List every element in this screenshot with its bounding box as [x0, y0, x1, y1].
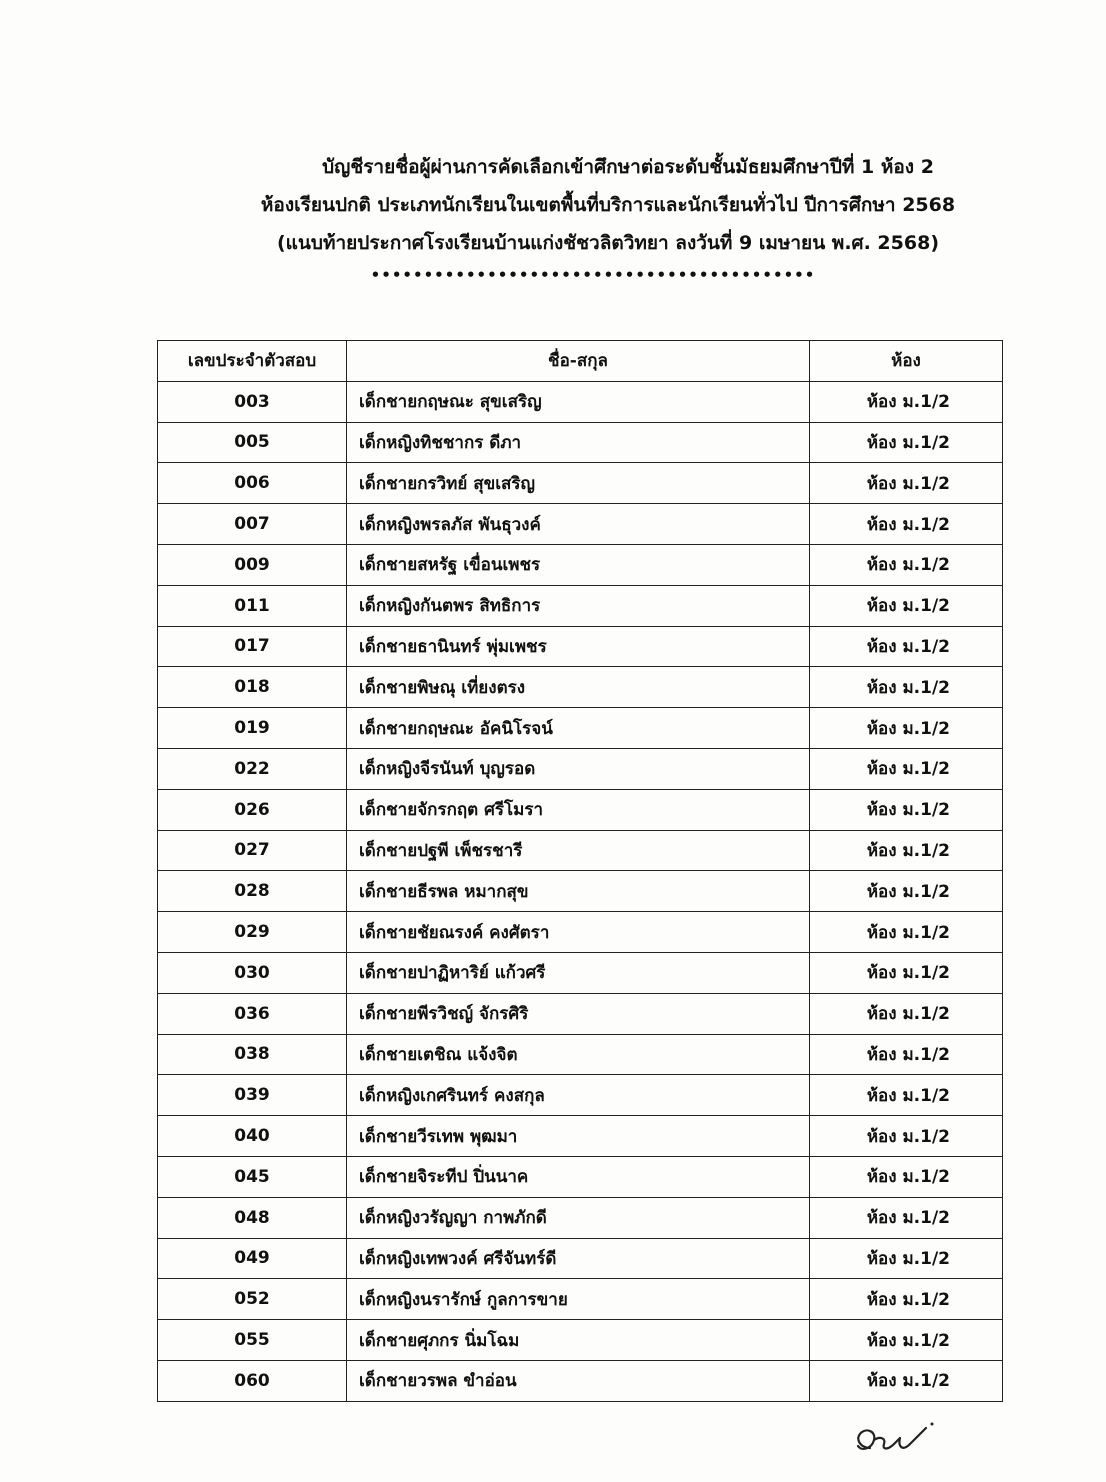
student-name-cell: เด็กชายจิระทีป ปิ่นนาค: [347, 1156, 810, 1197]
student-name-cell: เด็กหญิงจีรนันท์ บุญรอด: [347, 748, 810, 789]
header-full-name: ชื่อ-สกุล: [347, 341, 810, 382]
room-cell: ห้อง ม.1/2: [810, 1360, 1003, 1401]
room-cell: ห้อง ม.1/2: [810, 585, 1003, 626]
table-row: [158, 422, 1003, 463]
room-cell: ห้อง ม.1/2: [810, 830, 1003, 871]
table-row: [158, 504, 1003, 545]
exam-id-cell: 017: [158, 626, 347, 667]
exam-id-cell: 022: [158, 748, 347, 789]
table-row: [158, 1197, 1003, 1238]
exam-id-cell: 055: [158, 1320, 347, 1361]
exam-id-cell: 030: [158, 952, 347, 993]
handwritten-signature: [848, 1418, 938, 1462]
table-row: [158, 952, 1003, 993]
exam-id-cell: 029: [158, 912, 347, 953]
student-name-cell: เด็กชายศุภกร นิ่มโฉม: [347, 1320, 810, 1361]
table-row: [158, 912, 1003, 953]
exam-id-cell: 048: [158, 1197, 347, 1238]
exam-id-cell: 027: [158, 830, 347, 871]
table-row: [158, 1279, 1003, 1320]
exam-id-cell: 052: [158, 1279, 347, 1320]
document-header: [0, 148, 1106, 288]
table-row: [158, 993, 1003, 1034]
room-cell: ห้อง ม.1/2: [810, 422, 1003, 463]
room-cell: ห้อง ม.1/2: [810, 993, 1003, 1034]
table-header-row: [158, 341, 1003, 382]
exam-id-cell: 039: [158, 1075, 347, 1116]
student-name-cell: เด็กชายวีรเทพ พุฒมา: [347, 1116, 810, 1157]
room-cell: ห้อง ม.1/2: [810, 667, 1003, 708]
table-row: [158, 381, 1003, 422]
student-name-cell: เด็กชายปฐพี เพ็ชรชารี: [347, 830, 810, 871]
student-name-cell: เด็กหญิงกันตพร สิทธิการ: [347, 585, 810, 626]
room-cell: ห้อง ม.1/2: [810, 789, 1003, 830]
table-row: [158, 667, 1003, 708]
exam-id-cell: 040: [158, 1116, 347, 1157]
exam-id-cell: 003: [158, 381, 347, 422]
table-row: [158, 1360, 1003, 1401]
exam-id-cell: 005: [158, 422, 347, 463]
exam-id-cell: 036: [158, 993, 347, 1034]
student-name-cell: เด็กชายเตชิณ แจ้งจิต: [347, 1034, 810, 1075]
exam-id-cell: 049: [158, 1238, 347, 1279]
room-cell: ห้อง ม.1/2: [810, 1116, 1003, 1157]
exam-id-cell: 045: [158, 1156, 347, 1197]
exam-id-cell: 028: [158, 871, 347, 912]
table-row: [158, 789, 1003, 830]
table-row: [158, 871, 1003, 912]
room-cell: ห้อง ม.1/2: [810, 1238, 1003, 1279]
exam-id-cell: 011: [158, 585, 347, 626]
exam-id-cell: 006: [158, 463, 347, 504]
student-name-cell: เด็กหญิงนรารักษ์ กูลการขาย: [347, 1279, 810, 1320]
table-row: [158, 1034, 1003, 1075]
table-row: [158, 1075, 1003, 1116]
header-room: ห้อง: [810, 341, 1003, 382]
dotted-separator: ••••••••••••••••••••••••••••••••••••••••••: [370, 266, 816, 284]
title-line-3: (แนบท้ายประกาศโรงเรียนบ้านแก่งชัชวลิตวิทยา ลงวันที่ 9 เมษายน พ.ศ. 2568): [276, 232, 939, 254]
student-name-cell: เด็กชายกฤษณะ อัคนิโรจน์: [347, 708, 810, 749]
room-cell: ห้อง ม.1/2: [810, 1075, 1003, 1116]
student-name-cell: เด็กชายกฤษณะ สุขเสริญ: [347, 381, 810, 422]
student-name-cell: เด็กชายพีรวิชญ์ จักรศิริ: [347, 993, 810, 1034]
student-name-cell: เด็กหญิงวรัญญา กาพภักดี: [347, 1197, 810, 1238]
room-cell: ห้อง ม.1/2: [810, 463, 1003, 504]
student-name-cell: เด็กหญิงเกศรินทร์ คงสกุล: [347, 1075, 810, 1116]
room-cell: ห้อง ม.1/2: [810, 544, 1003, 585]
student-name-cell: เด็กชายกรวิทย์ สุขเสริญ: [347, 463, 810, 504]
exam-id-cell: 009: [158, 544, 347, 585]
student-name-cell: เด็กชายจักรกฤต ศรีโมรา: [347, 789, 810, 830]
student-name-cell: เด็กหญิงเทพวงค์ ศรีจันทร์ดี: [347, 1238, 810, 1279]
table-row: [158, 626, 1003, 667]
student-name-cell: เด็กชายพิษณุ เที่ยงตรง: [347, 667, 810, 708]
student-name-cell: เด็กชายสหรัฐ เขื่อนเพชร: [347, 544, 810, 585]
room-cell: ห้อง ม.1/2: [810, 1279, 1003, 1320]
exam-id-cell: 026: [158, 789, 347, 830]
room-cell: ห้อง ม.1/2: [810, 952, 1003, 993]
room-cell: ห้อง ม.1/2: [810, 871, 1003, 912]
exam-id-cell: 019: [158, 708, 347, 749]
table-row: [158, 1156, 1003, 1197]
room-cell: ห้อง ม.1/2: [810, 504, 1003, 545]
room-cell: ห้อง ม.1/2: [810, 1320, 1003, 1361]
student-name-cell: เด็กหญิงพรลภัส พันธุวงค์: [347, 504, 810, 545]
room-cell: ห้อง ม.1/2: [810, 1034, 1003, 1075]
room-cell: ห้อง ม.1/2: [810, 748, 1003, 789]
room-cell: ห้อง ม.1/2: [810, 626, 1003, 667]
room-cell: ห้อง ม.1/2: [810, 1197, 1003, 1238]
student-name-cell: เด็กชายชัยณรงค์ คงศัตรา: [347, 912, 810, 953]
student-name-cell: เด็กชายวรพล ขำอ่อน: [347, 1360, 810, 1401]
table-row: [158, 463, 1003, 504]
title-line-1: บัญชีรายชื่อผู้ผ่านการคัดเลือกเข้าศึกษาต่อระดับชั้นมัธยมศึกษาปีที่ 1 ห้อง 2: [322, 156, 934, 178]
header-exam-id: เลขประจำตัวสอบ: [158, 341, 347, 382]
title-line-2: ห้องเรียนปกติ ประเภทนักเรียนในเขตพื้นที่บริการและนักเรียนทั่วไป ปีการศึกษา 2568: [260, 194, 956, 216]
room-cell: ห้อง ม.1/2: [810, 1156, 1003, 1197]
student-name-cell: เด็กชายธานินทร์ พุ่มเพชร: [347, 626, 810, 667]
exam-id-cell: 018: [158, 667, 347, 708]
table-row: [158, 544, 1003, 585]
table-row: [158, 1238, 1003, 1279]
student-roster-table: [157, 340, 1003, 1402]
room-cell: ห้อง ม.1/2: [810, 708, 1003, 749]
table-row: [158, 708, 1003, 749]
table-row: [158, 585, 1003, 626]
exam-id-cell: 038: [158, 1034, 347, 1075]
exam-id-cell: 060: [158, 1360, 347, 1401]
student-name-cell: เด็กชายปาฏิหาริย์ แก้วศรี: [347, 952, 810, 993]
room-cell: ห้อง ม.1/2: [810, 912, 1003, 953]
table-row: [158, 830, 1003, 871]
exam-id-cell: 007: [158, 504, 347, 545]
table-row: [158, 1320, 1003, 1361]
student-name-cell: เด็กหญิงทิชชากร ดีภา: [347, 422, 810, 463]
table-row: [158, 748, 1003, 789]
table-body: [158, 381, 1003, 1401]
table-row: [158, 1116, 1003, 1157]
room-cell: ห้อง ม.1/2: [810, 381, 1003, 422]
student-name-cell: เด็กชายธีรพล หมากสุข: [347, 871, 810, 912]
